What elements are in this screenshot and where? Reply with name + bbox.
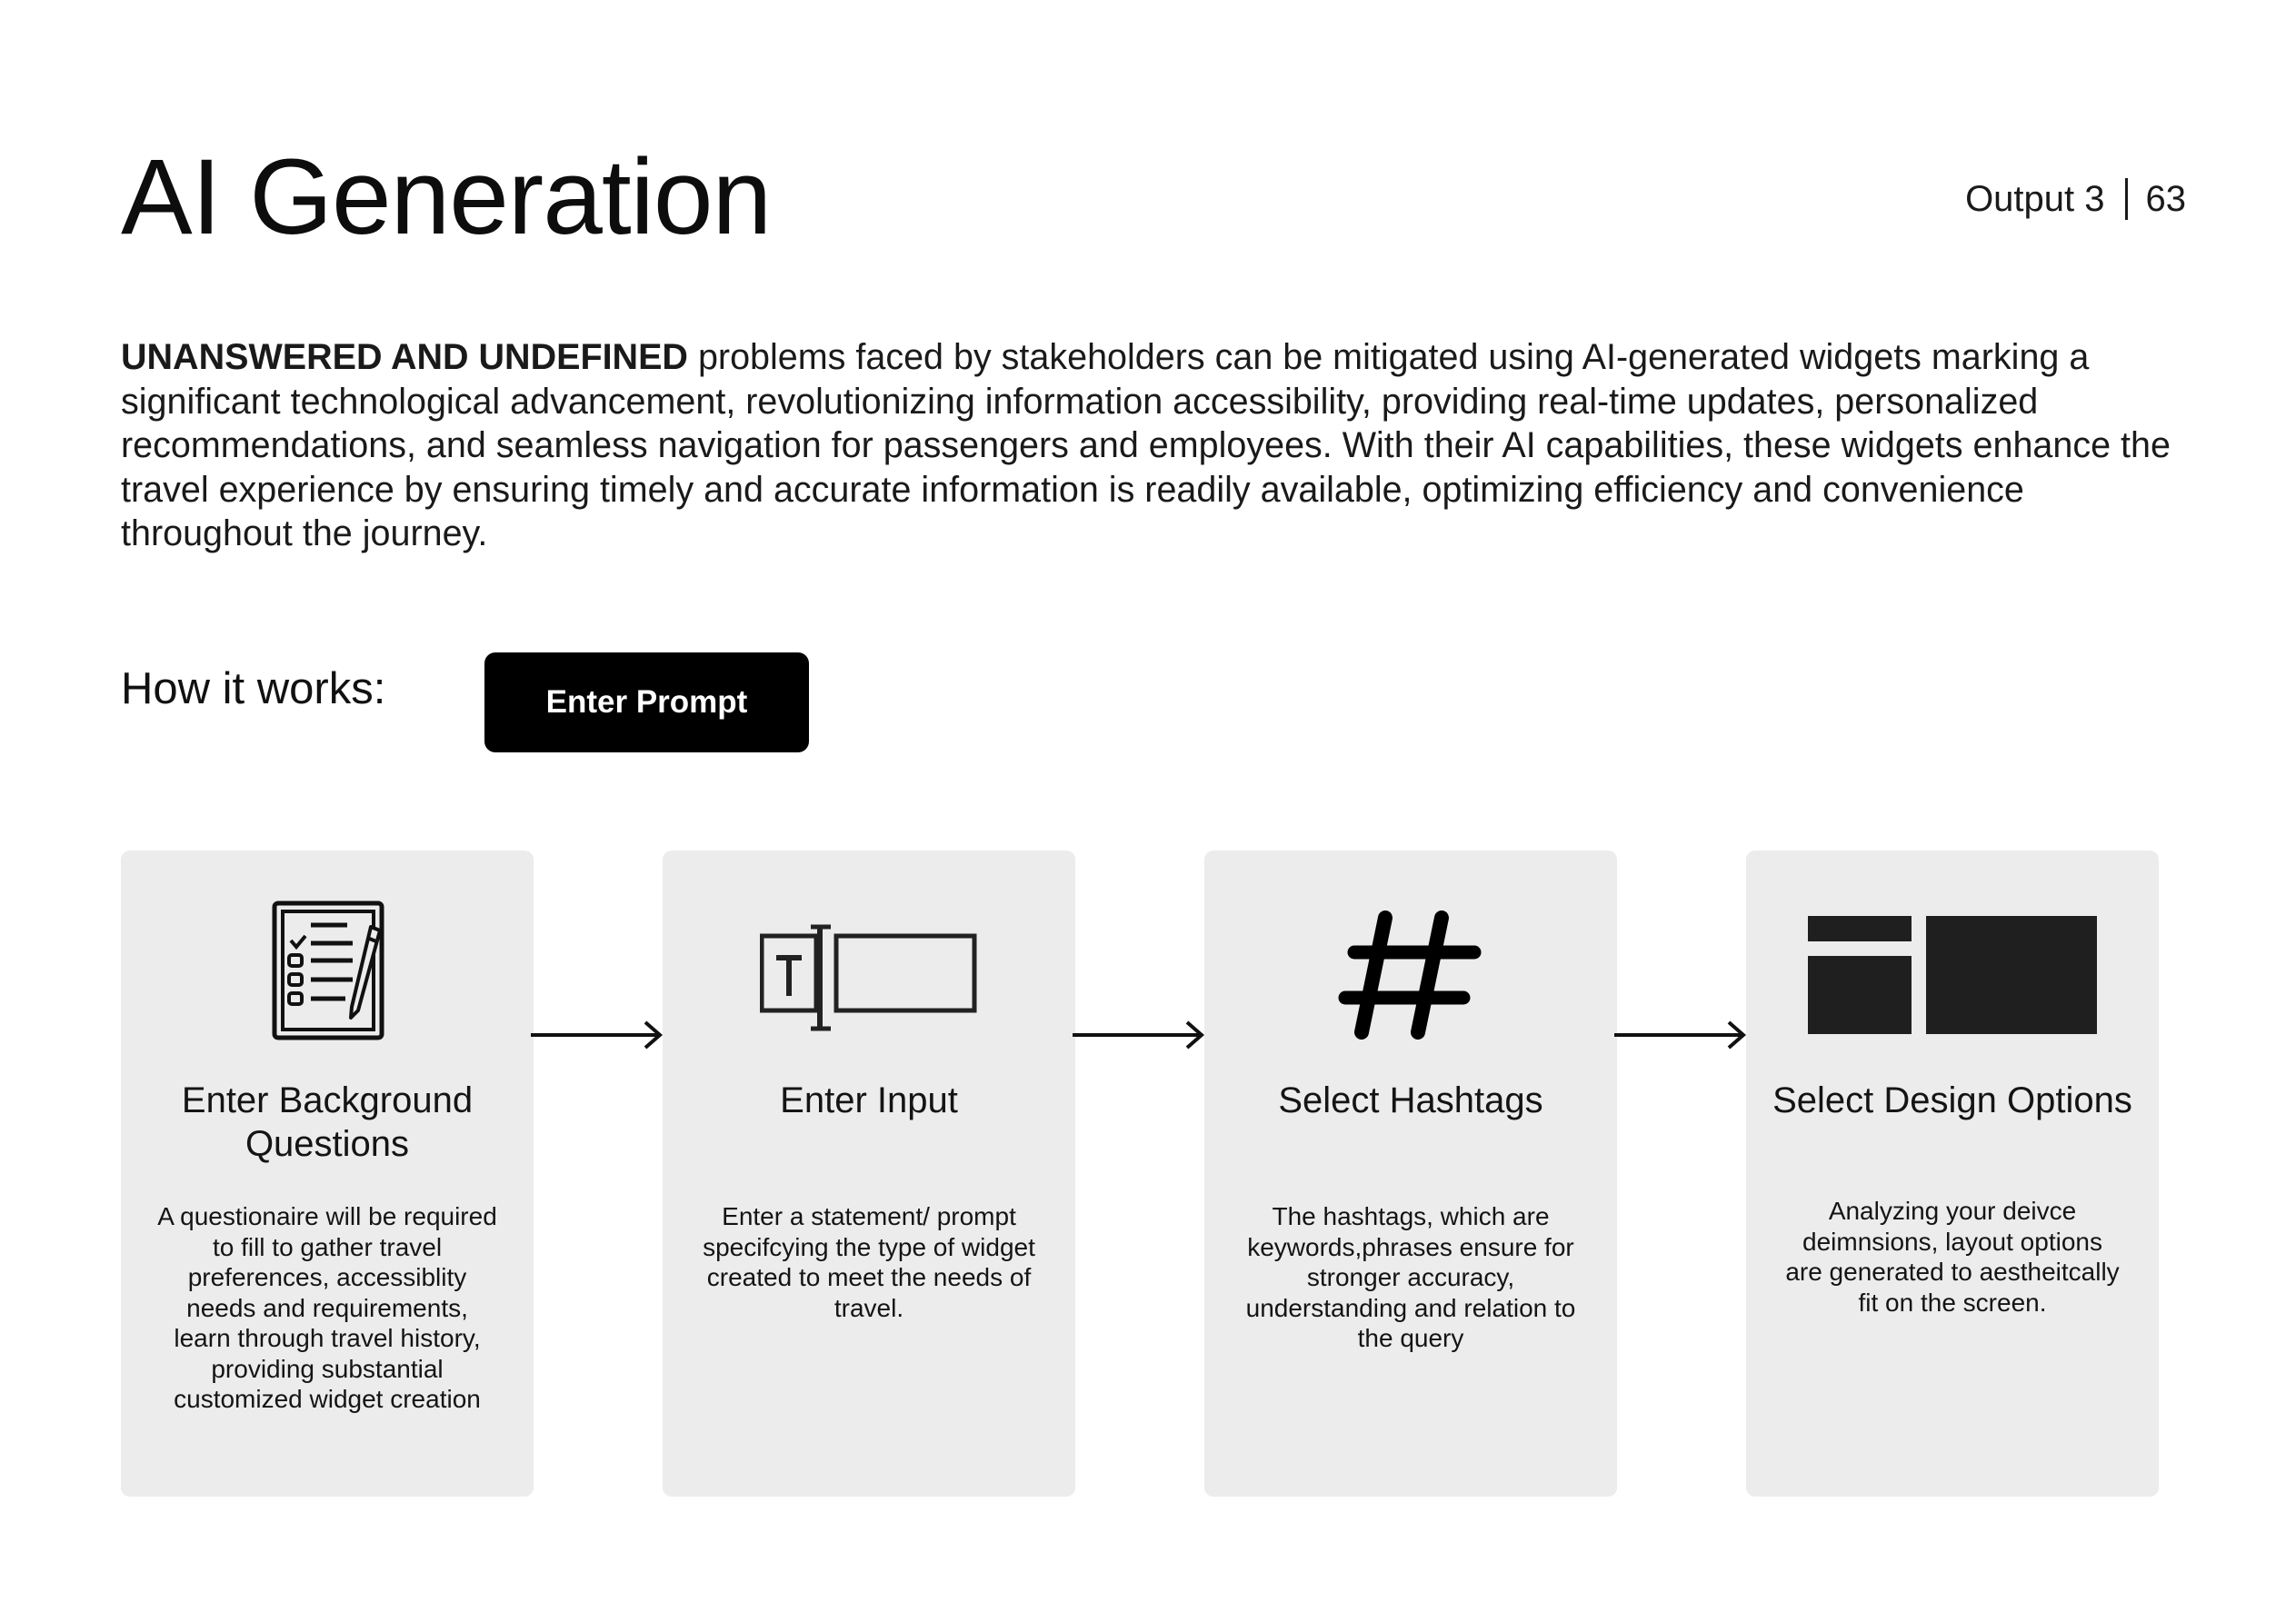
step-title: Select Hashtags	[1278, 1080, 1543, 1120]
intro-paragraph	[121, 335, 2202, 556]
how-it-works-label: How it works:	[121, 664, 386, 713]
intro-body: problems faced by stakeholders can be mitigated using AI-generated widgets marking a significant technological advancement, revolutionizing information accessibility, providing real-time updates, personalized recommendations, and seamless navigation for passengers and employees. With their AI capabilities, these widgets enhance the travel experience by ensuring timely and accurate information is readily available, optimizing efficiency and convenience throughout the journey.	[121, 337, 2171, 553]
page-title: AI Generation	[121, 137, 772, 257]
step-title: Select Design Options	[1772, 1080, 2132, 1120]
step-title: Enter Input	[780, 1080, 958, 1120]
step-card-select-hashtags	[1204, 851, 1617, 1497]
step-card-enter-input	[663, 851, 1075, 1497]
page-meta	[1965, 178, 2186, 220]
step-description: Enter a statement/ prompt specifcying the type of widget created to meet the needs of travel.	[703, 1202, 1035, 1322]
step-card-select-design-options	[1746, 851, 2159, 1497]
step-description: Analyzing your deivce deimnsions, layout options are generated to aestheitcally fit on the screen.	[1785, 1197, 2120, 1317]
hashtag-icon	[1204, 911, 1617, 1040]
section-label: Output 3	[1965, 179, 2105, 219]
arrow-right-icon	[531, 1019, 664, 1051]
arrow-right-icon	[1614, 1019, 1747, 1051]
step-card-background-questions	[121, 851, 534, 1497]
meta-divider	[2125, 178, 2128, 220]
step-description: The hashtags, which are keywords,phrases ensure for stronger accuracy, understanding and relation to the query	[1245, 1202, 1576, 1352]
arrow-right-icon	[1073, 1019, 1205, 1051]
intro-emphasis: UNANSWERED AND UNDEFINED	[121, 337, 688, 377]
enter-prompt-button[interactable]: Enter Prompt	[484, 652, 809, 752]
layout-icon	[1746, 916, 2159, 1034]
text-input-icon	[663, 923, 1075, 1036]
step-title: Enter Background Questions	[181, 1080, 474, 1164]
questionnaire-icon	[121, 898, 534, 1043]
page-number: 63	[2145, 179, 2186, 219]
step-description: A questionaire will be required to fill to gather travel preferences, accessiblity needs and requirements, learn through travel history, providing substantial customized widget creation	[157, 1202, 497, 1413]
